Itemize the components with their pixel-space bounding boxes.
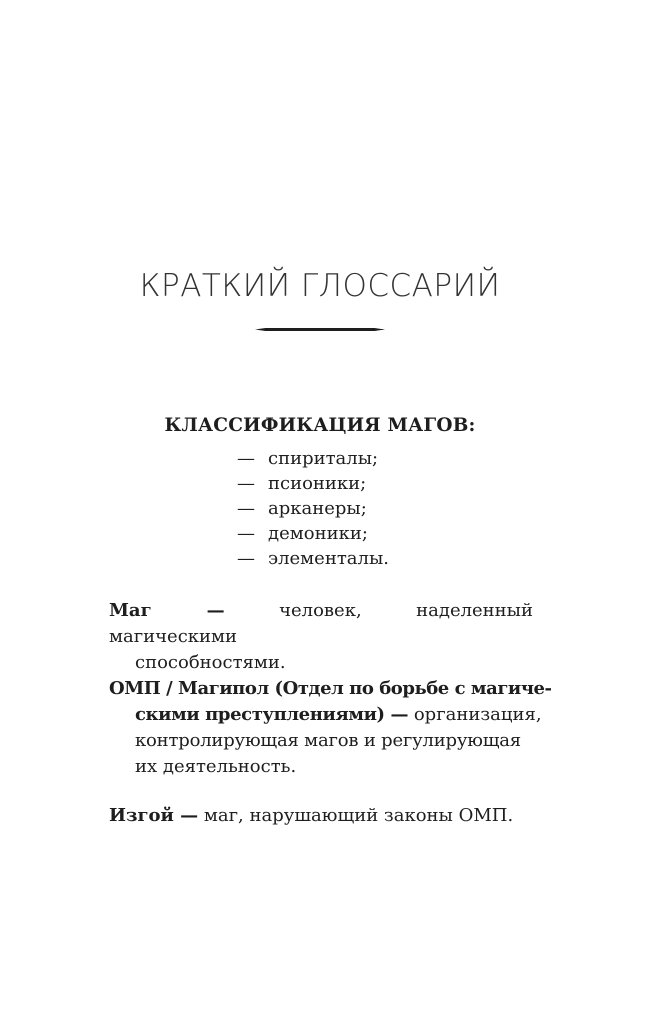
entry-line: способностями. <box>135 652 286 673</box>
glossary-entry-mag <box>109 598 533 676</box>
entry-line <box>109 803 533 829</box>
list-item <box>237 546 389 571</box>
entry-term: ОМП / Магипол (Отдел по борьбе с магиче- <box>109 678 552 699</box>
entry-term: Маг — <box>109 600 225 621</box>
page-title: КРАТКИЙ ГЛОССАРИЙ <box>139 268 501 304</box>
list-item <box>237 471 389 496</box>
entry-term: скими преступлениями) — <box>135 704 409 725</box>
list-item <box>237 446 389 471</box>
entry-line: их деятельность. <box>135 756 297 777</box>
list-item-text: арканеры; <box>268 498 367 519</box>
entry-line <box>109 676 552 702</box>
list-item-text: псионики; <box>268 473 367 494</box>
entry-line <box>109 598 533 650</box>
classification-list <box>237 446 389 571</box>
glossary-entry-omp <box>109 676 552 780</box>
glossary-entry-izgoi <box>109 803 533 829</box>
list-item-text: демоники; <box>268 523 368 544</box>
entry-line: контролирующая магов и регулирующая <box>135 730 521 751</box>
list-dash: — <box>237 523 255 544</box>
list-item <box>237 496 389 521</box>
list-item-text: элементалы. <box>268 548 389 569</box>
list-dash: — <box>237 498 255 519</box>
entry-term: Изгой — <box>109 805 199 826</box>
list-item-text: спириталы; <box>268 448 379 469</box>
entry-definition: человек, наделенный магическими <box>109 600 533 647</box>
title-underline-rule <box>255 328 385 331</box>
entry-definition: организация, <box>408 704 542 725</box>
list-dash: — <box>237 448 255 469</box>
entry-definition: маг, нарушающий законы ОМП. <box>198 805 514 826</box>
list-dash: — <box>237 473 255 494</box>
list-dash: — <box>237 548 255 569</box>
classification-heading: КЛАССИФИКАЦИЯ МАГОВ: <box>164 415 476 436</box>
entry-line <box>109 702 542 728</box>
list-item <box>237 521 389 546</box>
